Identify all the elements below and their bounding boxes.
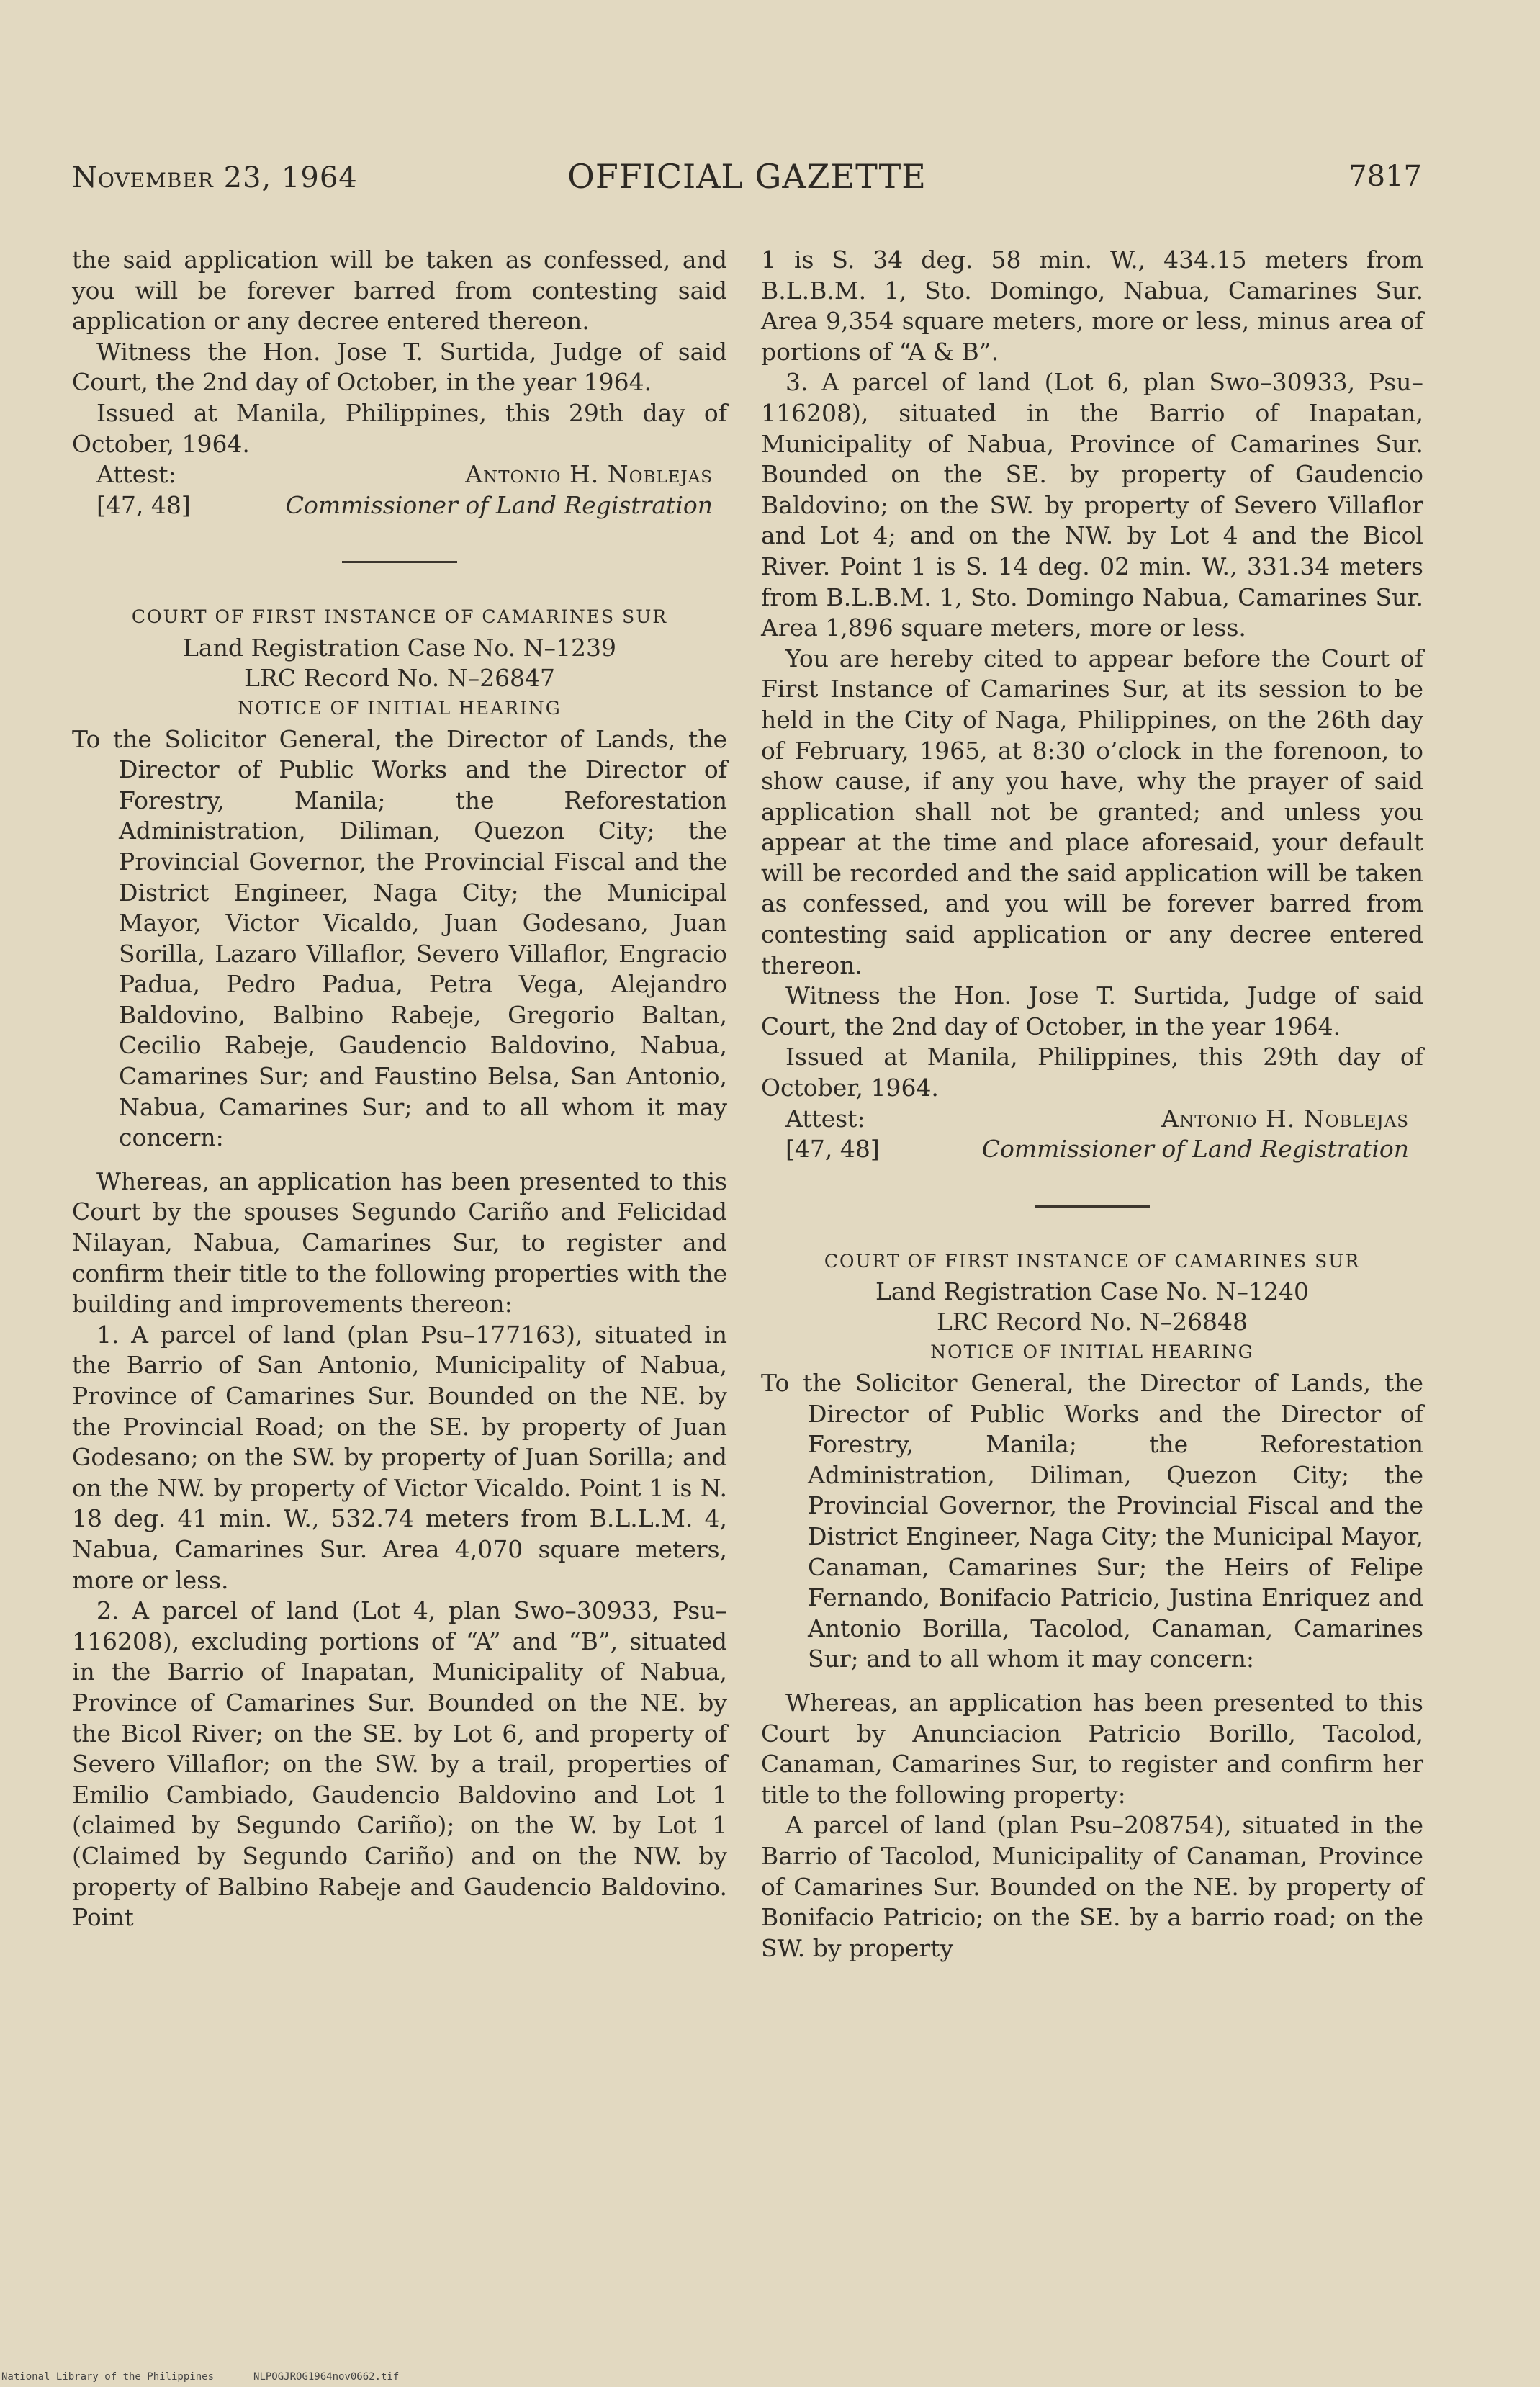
- issue-reference: [47, 48]: [96, 490, 191, 519]
- page-header: [72, 157, 1422, 207]
- section-divider: [1035, 1205, 1150, 1208]
- paragraph: Witness the Hon. Jose T. Surtida, Judge of said Court, the 2nd day of October, in the year 1964.: [761, 981, 1423, 1040]
- paragraph: Issued at Manila, Philippines, this 29th day of October, 1964.: [72, 398, 727, 458]
- paragraph: the said application will be taken as confessed, and you will be forever barred from contesting said application or any decree entered thereon.: [72, 246, 727, 336]
- case-number: Land Registration Case No. N–1239: [183, 633, 616, 662]
- paragraph: 1 is S. 34 deg. 58 min. W., 434.15 meters from B.L.B.M. 1, Sto. Domingo, Nabua, Camarines Sur. Area 9,354 square meters, more or less, minus area of portions of “A & B”.: [761, 246, 1423, 366]
- library-credit: National Library of the Philippines: [1, 2371, 215, 2383]
- addressees: To the Solicitor General, the Director of Lands, the Director of Public Works and the Director of Forestry, Manila; the Reforestation Administration, Diliman, Quezon City; the Provincial Governor, the Provincial Fiscal and the District Engineer, Naga City; the Municipal Mayor, Victor Vicaldo, Juan Godesano, Juan Sorilla, Lazaro Villaflor, Severo Villaflor, Engracio Padua, Pedro Padua, Petra Vega, Alejandro Baldovino, Balbino Rabeje, Gregorio Baltan, Cecilio Rabeje, Gaudencio Baldovino, Nabua, Camarines Sur; and Faustino Belsa, San Antonio, Nabua, Camarines Sur; and to all whom it may concern:: [72, 724, 727, 1152]
- left-column: [72, 245, 727, 1933]
- page-number: 7817: [1348, 160, 1422, 193]
- attest-label: Attest:: [96, 460, 176, 489]
- paragraph: 3. A parcel of land (Lot 6, plan Swo–30933, Psu–116208), situated in the Barrio of Inapatan, Municipality of Nabua, Province of Camarines Sur. Bounded on the SE. by property of Gaudencio Baldovino; on the SW. by property of Severo Villaflor and Lot 4; and on the NW. by Lot 4 and the Bicol River. Point 1 is S. 14 deg. 02 min. W., 331.34 meters from B.L.B.M. 1, Sto. Domingo Nabua, Camarines Sur. Area 1,896 square meters, more or less.: [761, 368, 1423, 642]
- court-heading: COURT OF FIRST INSTANCE OF CAMARINES SUR: [131, 606, 668, 628]
- publication-title: OFFICIAL GAZETTE: [567, 157, 927, 196]
- signer-title: Commissioner of Land Registration: [285, 490, 713, 519]
- lrc-record: LRC Record No. N–26848: [936, 1308, 1248, 1336]
- signer-title: Commissioner of Land Registration: [981, 1135, 1409, 1164]
- case-number: Land Registration Case No. N–1240: [875, 1277, 1309, 1306]
- addressees: To the Solicitor General, the Director of Lands, the Director of Public Works and the Director of Forestry, Manila; the Reforestation Administration, Diliman, Quezon City; the Provincial Governor, the Provincial Fiscal and the District Engineer, Naga City; the Municipal Mayor, Canaman, Camarines Sur; the Heirs of Felipe Fernando, Bonifacio Patricio, Justina Enriquez and Antonio Borilla, Tacolod, Canaman, Camarines Sur; and to all whom it may concern:: [761, 1369, 1423, 1673]
- right-column: [761, 245, 1423, 1964]
- file-name: NLPOGJROG1964nov0662.tif: [253, 2371, 400, 2383]
- attest-label: Attest:: [785, 1104, 865, 1133]
- attest-block: [761, 1104, 1423, 1135]
- issue-reference: [47, 48]: [785, 1135, 880, 1164]
- attest-block: [761, 1134, 1423, 1165]
- notice-heading: NOTICE OF INITIAL HEARING: [930, 1341, 1254, 1363]
- paragraph: Witness the Hon. Jose T. Surtida, Judge of said Court, the 2nd day of October, in the year 1964.: [72, 337, 727, 397]
- lrc-record: LRC Record No. N–26847: [243, 663, 556, 692]
- signer-name: Antonio H. Noblejas: [1161, 1104, 1409, 1133]
- court-heading: COURT OF FIRST INSTANCE OF CAMARINES SUR: [824, 1250, 1361, 1272]
- paragraph: 2. A parcel of land (Lot 4, plan Swo–30933, Psu–116208), excluding portions of “A” and “B”, situated in the Barrio of Inapatan, Municipality of Nabua, Province of Camarines Sur. Bounded on the NE. by the Bicol River; on the SE. by Lot 6, and property of Severo Villaflor; on the SW. by a trail, properties of Emilio Cambiado, Gaudencio Baldovino and Lot 1 (claimed by Segundo Cariño); on the W. by Lot 1 (Claimed by Segundo Cariño) and on the NW. by property of Balbino Rabeje and Gaudencio Baldovino. Point: [72, 1596, 727, 1932]
- paragraph: Whereas, an application has been presented to this Court by Anunciacion Patricio Borillo, Tacolod, Canaman, Camarines Sur, to register and confirm her title to the following property:: [761, 1688, 1423, 1809]
- attest-block: [72, 490, 727, 521]
- section-divider: [342, 561, 457, 563]
- paragraph: You are hereby cited to appear before the Court of First Instance of Camarines Sur, at its session to be held in the City of Naga, Philippines, on the 26th day of February, 1965, at 8:30 o’clock in the forenoon, to show cause, if any you have, why the prayer of said application shall not be granted; and unless you appear at the time and place aforesaid, your default will be recorded and the said application will be taken as confessed, and you will be forever barred from contesting said application or any decree entered thereon.: [761, 644, 1423, 979]
- attest-block: [72, 459, 727, 490]
- paragraph: A parcel of land (plan Psu–208754), situated in the Barrio of Tacolod, Municipality of Canaman, Province of Camarines Sur. Bounded on the NE. by property of Bonifacio Patricio; on the SE. by a barrio road; on the SW. by property: [761, 1811, 1423, 1962]
- notice-heading: NOTICE OF INITIAL HEARING: [238, 697, 562, 719]
- signer-name: Antonio H. Noblejas: [465, 460, 713, 489]
- scan-footer: [1, 2371, 438, 2383]
- paragraph: 1. A parcel of land (plan Psu–177163), situated in the Barrio of San Antonio, Municipality of Nabua, Province of Camarines Sur. Bounded on the NE. by the Provincial Road; on the SE. by property of Juan Godesano; on the SW. by property of Juan Sorilla; and on the NW. by property of Victor Vicaldo. Point 1 is N. 18 deg. 41 min. W., 532.74 meters from B.L.L.M. 4, Nabua, Camarines Sur. Area 4,070 square meters, more or less.: [72, 1320, 727, 1594]
- paragraph: Whereas, an application has been presented to this Court by the spouses Segundo Cariño and Felicidad Nilayan, Nabua, Camarines Sur, to register and confirm their title to the following properties with the building and improvements thereon:: [72, 1166, 727, 1318]
- issue-date: November 23, 1964: [72, 161, 358, 194]
- paragraph: Issued at Manila, Philippines, this 29th day of October, 1964.: [761, 1043, 1423, 1102]
